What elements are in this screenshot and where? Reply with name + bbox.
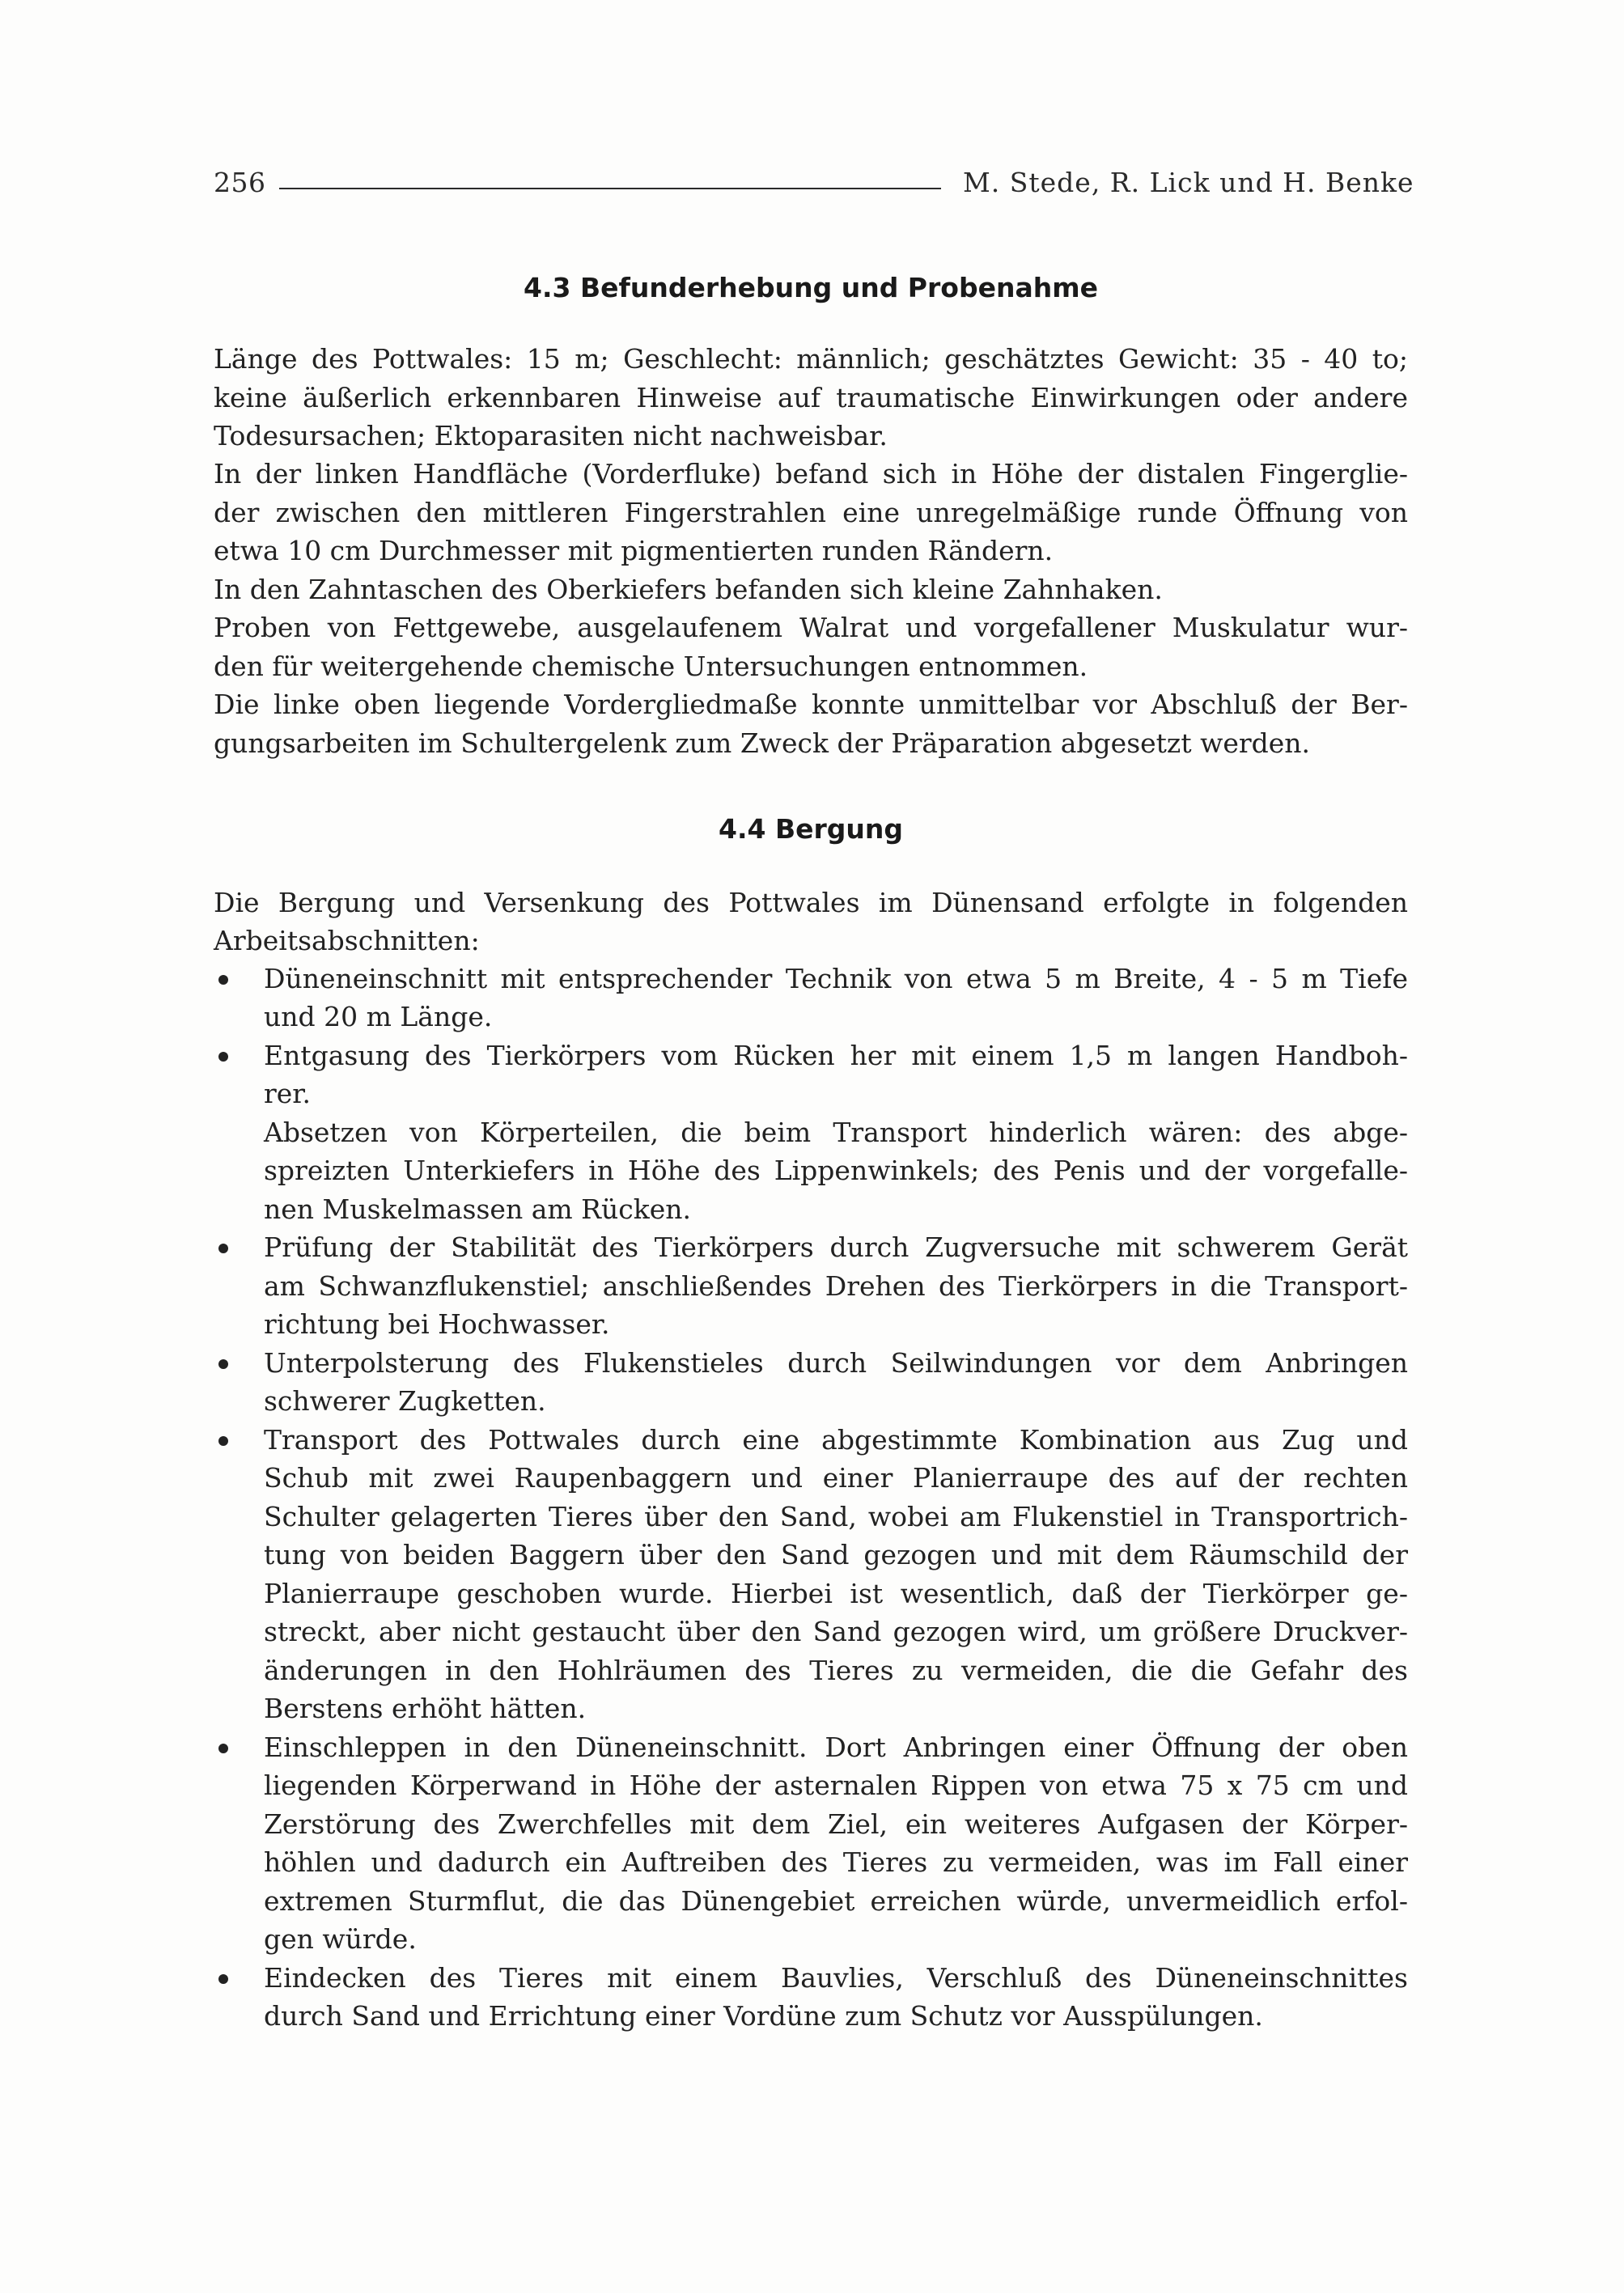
list-item-line: gen würde. — [264, 1923, 417, 1955]
paragraph-line: Arbeitsabschnitten: — [214, 925, 480, 956]
list-item-line: Entgasung des Tierkörpers vom Rücken her mit einem 1,5 m langen Handboh- — [264, 1040, 1408, 1071]
list-item-line: schwerer Zugketten. — [264, 1385, 546, 1417]
list-item-line: und 20 m Länge. — [264, 1001, 493, 1032]
bullet-marker — [218, 1436, 228, 1446]
running-head-authors: M. Stede, R. Lick und H. Benke — [963, 167, 1414, 198]
list-item-line: liegenden Körperwand in Höhe der asternalen Rippen von etwa 75 x 75 cm und — [264, 1770, 1408, 1801]
list-item-line: Transport des Pottwales durch eine abgestimmte Kombination aus Zug und — [264, 1424, 1408, 1456]
paragraph-line: Proben von Fettgewebe, ausgelaufenem Walrat und vorgefallener Muskulatur wur- — [214, 612, 1408, 643]
bullet-marker — [218, 975, 228, 985]
paragraph-line: Die Bergung und Versenkung des Pottwales im Dünensand erfolgte in folgenden — [214, 887, 1408, 918]
list-item-line: Eindecken des Tieres mit einem Bauvlies, Verschluß des Düneneinschnittes — [264, 1962, 1408, 1994]
bullet-marker — [218, 1052, 228, 1062]
paragraph-line: In der linken Handfläche (Vorderfluke) befand sich in Höhe der distalen Fingerglie- — [214, 458, 1408, 490]
list-item-line: Absetzen von Körperteilen, die beim Transport hinderlich wären: des abge- — [264, 1117, 1408, 1148]
list-item-line: spreizten Unterkiefers in Höhe des Lippenwinkels; des Penis und der vorgefalle- — [264, 1155, 1408, 1186]
list-item-line: streckt, aber nicht gestaucht über den Sand gezogen wird, um größere Druckver- — [264, 1616, 1408, 1647]
section-heading-4-3: 4.3 Befunderhebung und Probenahme — [524, 272, 1098, 303]
paragraph-line: etwa 10 cm Durchmesser mit pigmentierten runden Rändern. — [214, 535, 1054, 566]
paragraph-line: Die linke oben liegende Vordergliedmaße konnte unmittelbar vor Abschluß der Ber- — [214, 689, 1408, 720]
list-item-line: Planierraupe geschoben wurde. Hierbei ist wesentlich, daß der Tierkörper ge- — [264, 1578, 1408, 1609]
list-item-line: Prüfung der Stabilität des Tierkörpers durch Zugversuche mit schwerem Gerät — [264, 1231, 1408, 1263]
list-item-line: tung von beiden Baggern über den Sand gezogen und mit dem Räumschild der — [264, 1539, 1408, 1570]
paragraph-line: gungsarbeiten im Schultergelenk zum Zweck der Präparation abgesetzt werden. — [214, 727, 1311, 759]
list-item-line: Düneneinschnitt mit entsprechender Technik von etwa 5 m Breite, 4 - 5 m Tiefe — [264, 963, 1408, 994]
paragraph-line: der zwischen den mittleren Fingerstrahlen eine unregelmäßige runde Öffnung von — [214, 497, 1408, 528]
paragraph-line: In den Zahntaschen des Oberkiefers befanden sich kleine Zahnhaken. — [214, 574, 1163, 605]
list-item-line: Schub mit zwei Raupenbaggern und einer Planierraupe des auf der rechten — [264, 1462, 1408, 1494]
paragraph-line: Länge des Pottwales: 15 m; Geschlecht: männlich; geschätztes Gewicht: 35 - 40 to; — [214, 343, 1408, 375]
list-item-line: richtung bei Hochwasser. — [264, 1308, 610, 1340]
page-number: 256 — [214, 167, 266, 198]
list-item-line: rer. — [264, 1078, 311, 1109]
running-head — [0, 0, 1624, 243]
paragraph-line: Todesursachen; Ektoparasiten nicht nachweisbar. — [214, 420, 888, 451]
list-item-line: Zerstörung des Zwerchfelles mit dem Ziel, ein weiteres Aufgasen der Körper- — [264, 1808, 1408, 1840]
list-item-line: änderungen in den Hohlräumen des Tieres zu vermeiden, die die Gefahr des — [264, 1655, 1408, 1686]
list-item-line: höhlen und dadurch ein Auftreiben des Tieres zu vermeiden, was im Fall einer — [264, 1846, 1408, 1878]
list-item-line: Einschleppen in den Düneneinschnitt. Dort Anbringen einer Öffnung der oben — [264, 1731, 1408, 1763]
list-item-line: extremen Sturmflut, die das Dünengebiet erreichen würde, unvermeidlich erfol- — [264, 1885, 1408, 1917]
paragraph-line: den für weitergehende chemische Untersuchungen entnommen. — [214, 651, 1088, 682]
bullet-marker — [218, 1359, 228, 1369]
header-rule — [279, 188, 941, 189]
section-heading-4-4: 4.4 Bergung — [719, 813, 903, 845]
bullet-marker — [218, 1744, 228, 1753]
bullet-marker — [218, 1244, 228, 1253]
list-item-line: Schulter gelagerten Tieres über den Sand, wobei am Flukenstiel in Transportrich- — [264, 1501, 1408, 1532]
list-item-line: am Schwanzflukenstiel; anschließendes Drehen des Tierkörpers in die Transport- — [264, 1270, 1408, 1302]
list-item-line: nen Muskelmassen am Rücken. — [264, 1193, 691, 1225]
bullet-marker — [218, 1974, 228, 1984]
list-item-line: Unterpolsterung des Flukenstieles durch Seilwindungen vor dem Anbringen — [264, 1347, 1408, 1379]
paragraph-line: keine äußerlich erkennbaren Hinweise auf traumatische Einwirkungen oder andere — [214, 382, 1408, 413]
list-item-line: durch Sand und Errichtung einer Vordüne zum Schutz vor Ausspülungen. — [264, 2000, 1263, 2032]
list-item-line: Berstens erhöht hätten. — [264, 1693, 587, 1724]
